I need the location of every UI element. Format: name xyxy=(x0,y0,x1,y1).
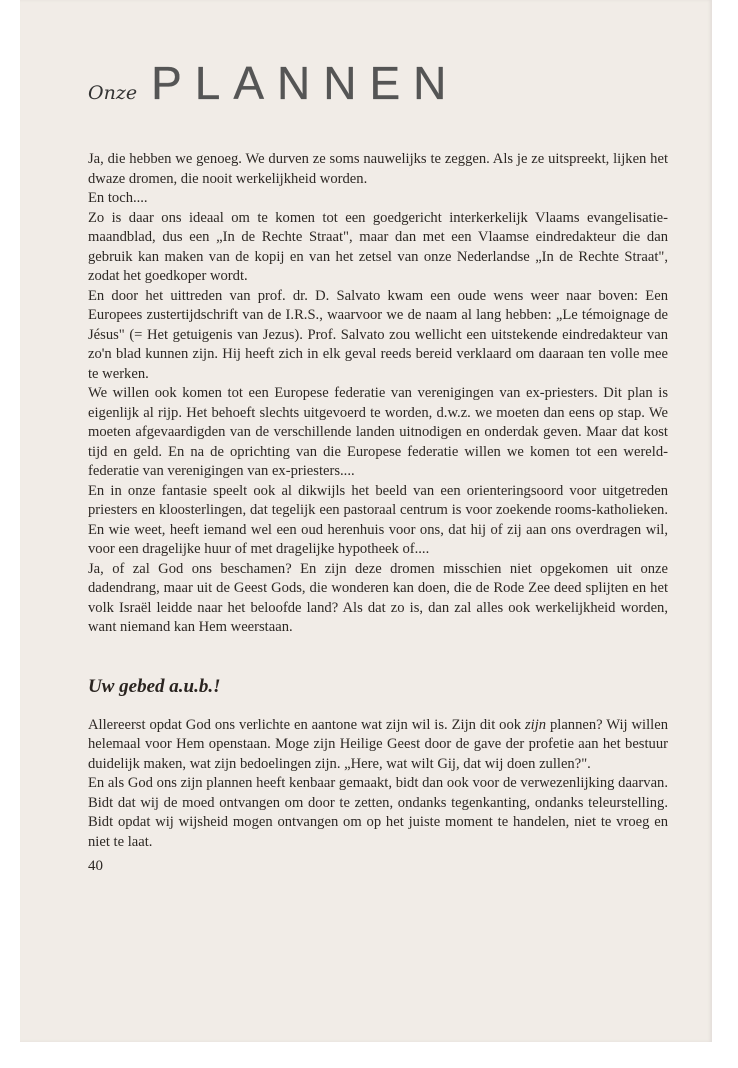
page-number: 40 xyxy=(88,858,103,874)
paragraph: En als God ons zijn plannen heeft kenbaar gemaakt, bidt dan ook voor de verwezenlijking daarvan. Bidt dat wij de moed ontvangen om door te zetten, ondanks tegenkanting, ondanks teleurstelling. Bidt opdat wij wijsheid mogen ontvangen om op het juiste moment te handelen, niet te vroeg en niet te laat. xyxy=(88,775,668,850)
book-page xyxy=(20,0,712,1042)
title-main: PLANNEN xyxy=(151,57,460,109)
paragraph xyxy=(88,716,668,775)
text-run: plannen? Wij willen helemaal voor Hem openstaan. Moge zijn Heilige Geest door de gave der profetie aan het bestuur duidelijk maken, wat zijn bedoelingen zijn. „Here, wat wilt Gij, dat wij doen zullen?". xyxy=(88,716,668,772)
page-content xyxy=(88,56,668,875)
text-run: Allereerst opdat God ons verlichte en aantone wat zijn wil is. Zijn dit ook xyxy=(88,716,525,733)
article-body xyxy=(88,150,668,638)
section-heading: Uw gebed a.u.b.! xyxy=(88,675,221,697)
paragraph: We willen ook komen tot een Europese federatie van verenigingen van ex-priesters. Dit plan is eigenlijk al rijp. Het behoeft slechts uitgevoerd te worden, d.w.z. we moeten dan eens op stap. We moeten afgevaardigden van de verschillende landen uitnodigen en onderdak geven. Maar dat kost tijd en geld. En na de oprichting van die Europese federatie willen we komen tot een wereld-federatie van verenigingen van ex-priesters.... xyxy=(88,385,668,479)
page-title xyxy=(88,56,668,116)
paragraph: En toch.... xyxy=(88,190,148,206)
prayer-section xyxy=(88,716,668,853)
paragraph: Ja, die hebben we genoeg. We durven ze soms nauwelijks te zeggen. Als je ze uitspreekt, lijken het dwaze dromen, die nooit werkelijkheid worden. xyxy=(88,151,668,187)
paragraph: En in onze fantasie speelt ook al dikwijls het beeld van een orienteringsoord voor uitgetreden priesters en kloosterlingen, dat tegelijk een pastoraal centrum is voor zoekende rooms-katholieken. En wie weet, heeft iemand wel een oud herenhuis voor ons, dat hij of zij aan ons overdragen wil, voor een dragelijke huur of met dragelijke hypotheek of.... xyxy=(88,482,668,557)
paragraph: Zo is daar ons ideaal om te komen tot een goedgericht interkerkelijk Vlaams evangelisatie-maandblad, dus een „In de Rechte Straat", maar dan met een Vlaamse eindredakteur die dan gebruik kan maken van de kopij en van het zetsel van onze Nederlandse „In de Rechte Straat", zodat het goedkoper wordt. xyxy=(88,209,668,284)
title-prefix: Onze xyxy=(88,82,138,104)
emphasis: zijn xyxy=(524,716,547,733)
paragraph: Ja, of zal God ons beschamen? En zijn deze dromen misschien niet opgekomen uit onze dadendrang, maar uit de Geest Gods, die wonderen kan doen, die de Rode Zee deed splijten en het volk Israël leidde naar het beloofde land? Als dat zo is, dan zal alles ook werkelijkheid worden, want niemand kan Hem weerstaan. xyxy=(88,560,668,635)
paragraph: En door het uittreden van prof. dr. D. Salvato kwam een oude wens weer naar boven: Een Europees zustertijdschrift van de I.R.S., waarvoor we de naam al lang hebben: „Le témoignage de Jésus" (= Het getuigenis van Jezus). Prof. Salvato zou wellicht een uitstekende eindredakteur van zo'n blad kunnen zijn. Hij heeft zich in elk geval reeds bereid verklaard om daaraan ten volle mee te werken. xyxy=(88,287,668,382)
